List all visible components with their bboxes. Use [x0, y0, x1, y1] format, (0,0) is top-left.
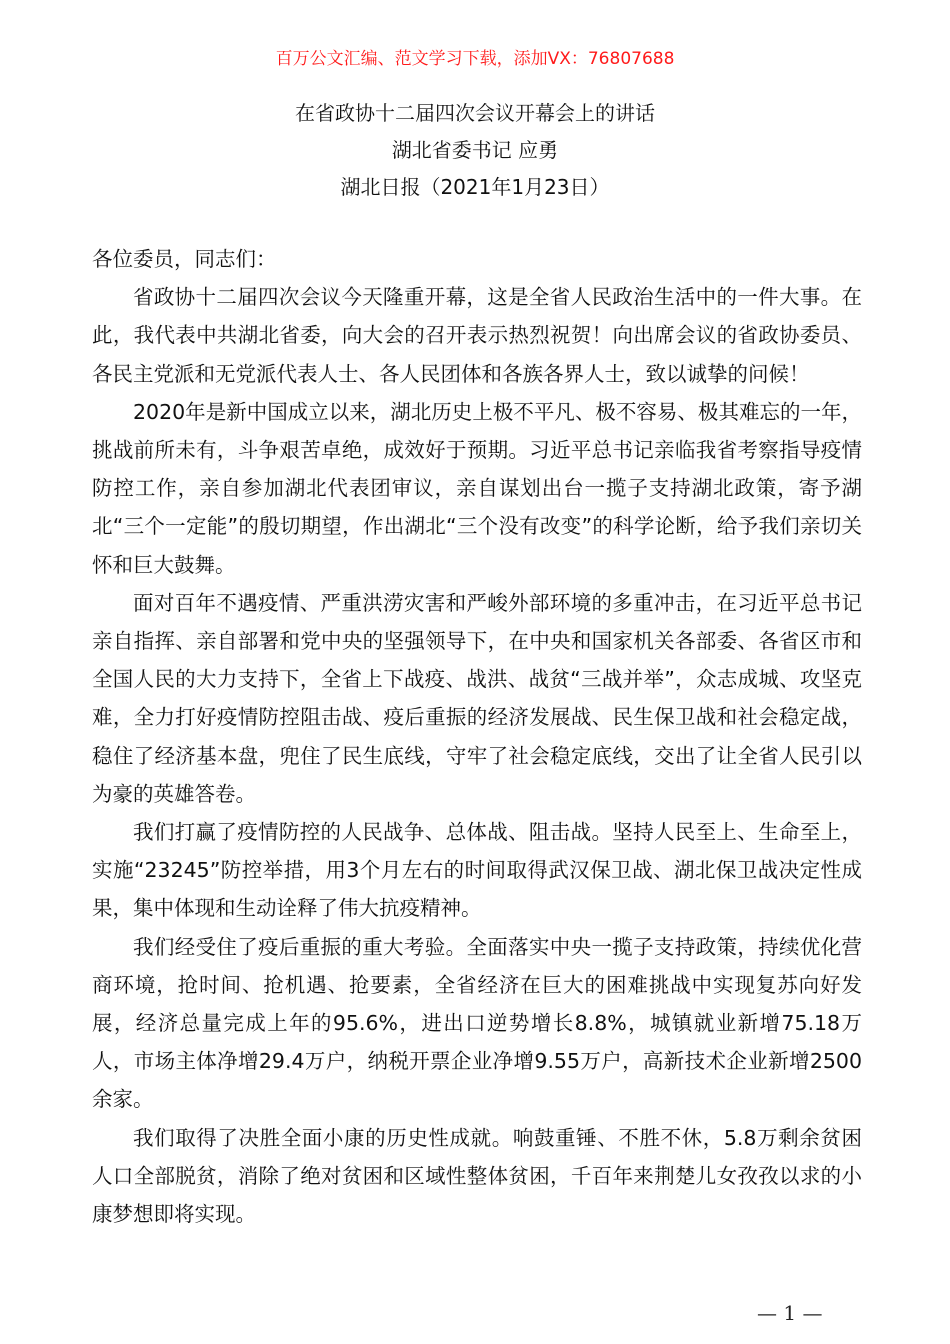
- salutation: 各位委员，同志们：: [92, 247, 277, 271]
- body-paragraph: 2020年是新中国成立以来，湖北历史上极不平凡、极不容易、极其难忘的一年，挑战前所未有，斗争艰苦卓绝，成效好于预期。习近平总书记亲临我省考察指导疫情防控工作，亲自参加湖北代表团审议，亲自谋划出台一揽子支持湖北政策，寄予湖北“三个一定能”的殷切期望，作出湖北“三个没有改变”的科学论断，给予我们亲切关怀和巨大鼓舞。: [92, 399, 862, 577]
- body-paragraph: 我们经受住了疫后重振的重大考验。全面落实中央一揽子支持政策，持续优化营商环境，抢时间、抢机遇、抢要素，全省经济在巨大的困难挑战中实现复苏向好发展，经济总量完成上年的95.6%，进出口逆势增长8.8%，城镇就业新增75.18万人，市场主体净增29.4万户，纳税开票企业净增9.55万户，高新技术企业新增2500余家。: [92, 934, 862, 1112]
- body-paragraph: 我们取得了决胜全面小康的历史性成就。响鼓重锤、不胜不休，5.8万剩余贫困人口全部脱贫，消除了绝对贫困和区域性整体贫困，千百年来荆楚儿女孜孜以求的小康梦想即将实现。: [92, 1125, 862, 1227]
- banner-text: 百万公文汇编、范文学习下载，添加VX：76807688: [275, 49, 675, 69]
- body-paragraph: 省政协十二届四次会议今天隆重开幕，这是全省人民政治生活中的一件大事。在此，我代表中共湖北省委，向大会的召开表示热烈祝贺！向出席会议的省政协委员、各民主党派和无党派代表人士、各人民团体和各族各界人士，致以诚挚的问候！: [92, 285, 862, 386]
- document-author: 湖北省委书记 应勇: [391, 138, 559, 162]
- document-source: 湖北日报（2021年1月23日）: [340, 175, 610, 199]
- document-title: 在省政协十二届四次会议开幕会上的讲话: [295, 101, 655, 125]
- document-body: [92, 240, 862, 1233]
- page-number: — 1 —: [757, 1301, 823, 1325]
- body-paragraph: 面对百年不遇疫情、严重洪涝灾害和严峻外部环境的多重冲击，在习近平总书记亲自指挥、亲自部署和党中央的坚强领导下，在中央和国家机关各部委、各省区市和全国人民的大力支持下，全省上下战疫、战洪、战贫“三战并举”，众志成城、攻坚克难，全力打好疫情防控阻击战、疫后重振的经济发展战、民生保卫战和社会稳定战，稳住了经济基本盘，兜住了民生底线，守牢了社会稳定底线，交出了让全省人民引以为豪的英雄答卷。: [92, 590, 862, 806]
- body-paragraph: 我们打赢了疫情防控的人民战争、总体战、阻击战。坚持人民至上、生命至上，实施“23245”防控举措，用3个月左右的时间取得武汉保卫战、湖北保卫战决定性成果，集中体现和生动诠释了伟大抗疫精神。: [92, 820, 862, 921]
